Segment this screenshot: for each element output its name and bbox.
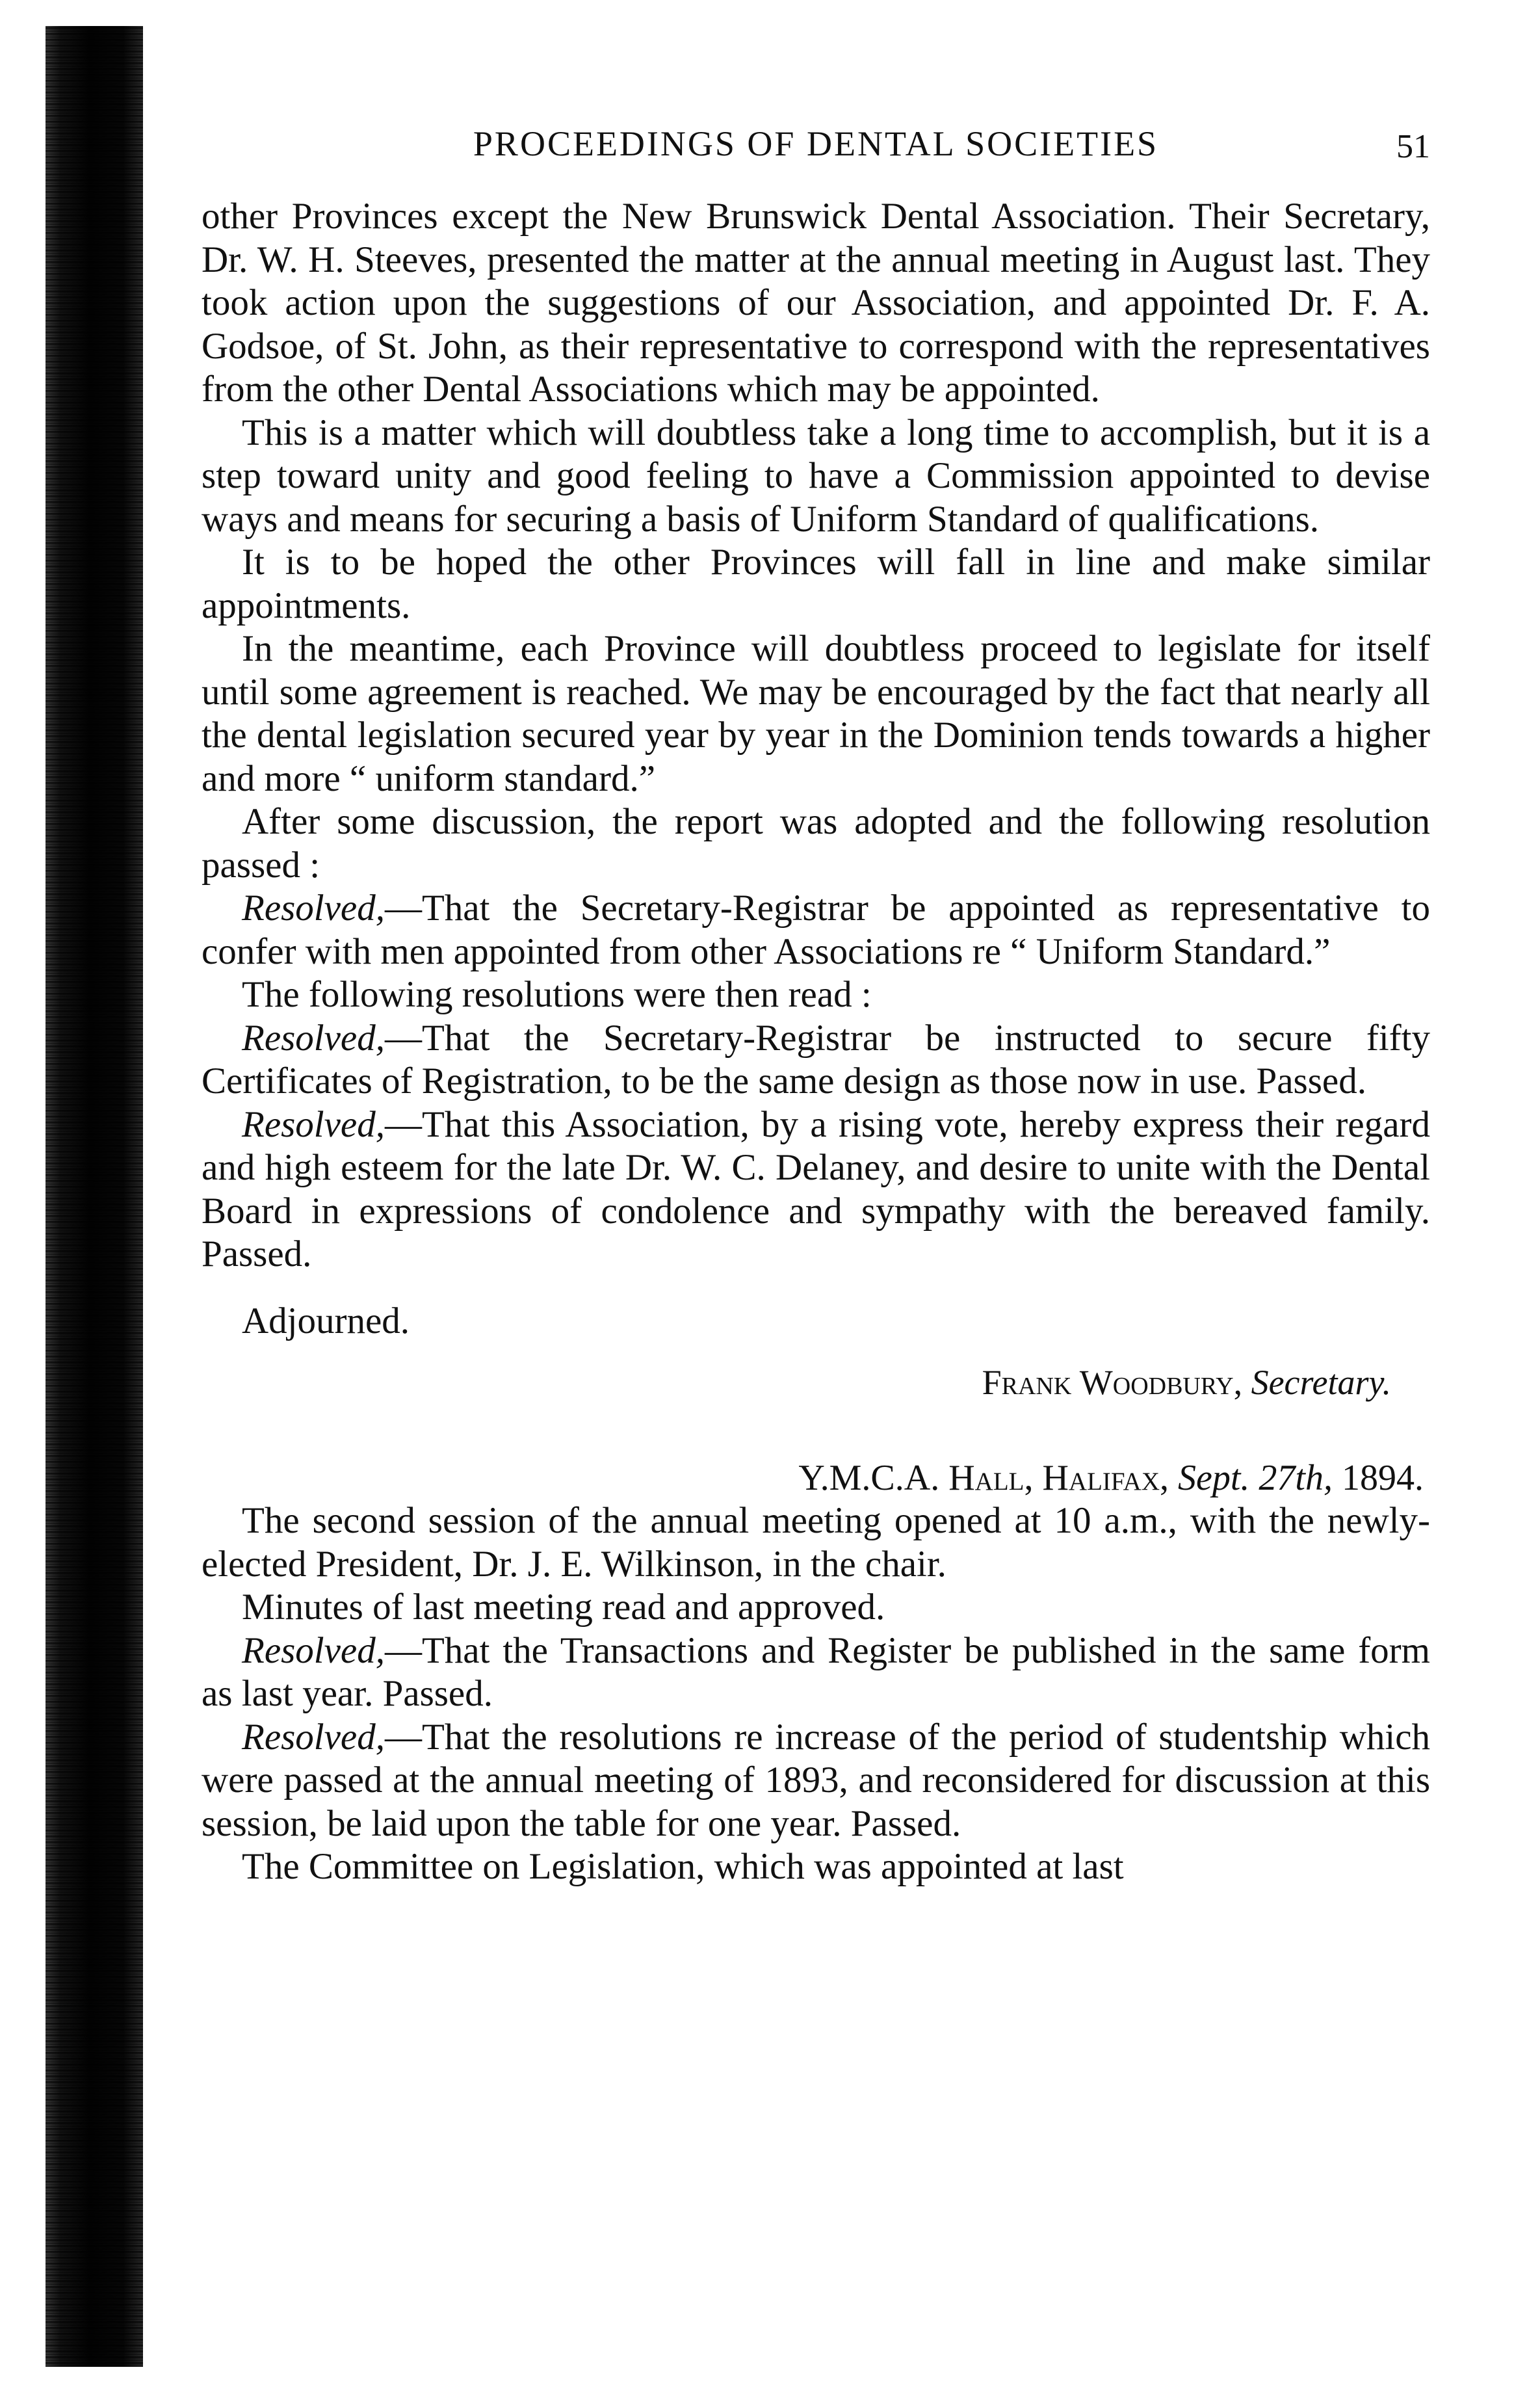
resolution-text: —That the Transactions and Register be published in the same form as last year. Passed. (202, 1629, 1430, 1714)
paragraph: The second session of the annual meeting opened at 10 a.m., with the newly-elected President, Dr. J. E. Wilkinson, in the chair. (202, 1500, 1430, 1585)
paragraph: The following resolutions were then read : (242, 974, 872, 1015)
resolution-text: —That the Secretary-Registrar be instructed to secure fifty Certificates of Registration, to be the same design as those now in use. Passed. (202, 1017, 1430, 1101)
resolved-label: Resolved, (242, 888, 385, 929)
book-binding-edge (46, 26, 143, 2367)
resolution-text: —That this Association, by a rising vote, hereby express their regard and high esteem for the late Dr. W. C. Delaney, and desire to unite with the Dental Board in expressions of condolence and sympathy with the bereaved family. Passed. (202, 1103, 1430, 1274)
paragraph: This is a matter which will doubtless take a long time to accomplish, but it is a step toward unity and good feeling to have a Commission appointed to devise ways and means for securing a basis of Uniform Standard of qualifications. (202, 412, 1430, 540)
dateline-date: Sept. 27th, (1178, 1457, 1333, 1498)
signature-name: Frank Woodbury, (982, 1363, 1243, 1402)
resolution-paragraph (202, 887, 1430, 973)
paragraph: Adjourned. (242, 1300, 410, 1341)
running-title: PROCEEDINGS OF DENTAL SOCIETIES (473, 124, 1159, 163)
resolved-label: Resolved, (242, 1629, 385, 1671)
paragraph: It is to be hoped the other Provinces will fall in line and make similar appointments. (202, 542, 1430, 626)
body-text (202, 195, 1430, 1889)
paragraph: After some discussion, the report was adopted and the following resolution passed : (202, 801, 1430, 886)
running-head (202, 124, 1430, 195)
resolution-text: —That the resolutions re increase of the period of studentship which were passed at the annual meeting of 1893, and reconsidered for discussion at this session, be laid upon the table for one year. Passed. (202, 1716, 1430, 1844)
resolved-label: Resolved, (242, 1103, 385, 1145)
resolution-text: —That the Secretary-Registrar be appointed as representative to confer with men appointed from other Associations re “ Uniform Standard.” (202, 888, 1430, 972)
signature-line (202, 1361, 1430, 1405)
resolution-paragraph (202, 1103, 1430, 1276)
resolution-paragraph (202, 1017, 1430, 1103)
page-number: 51 (1396, 128, 1430, 165)
document-page (202, 124, 1430, 1889)
resolution-paragraph (202, 1629, 1430, 1716)
paragraph: other Provinces except the New Brunswick Dental Association. Their Secretary, Dr. W. H. Steeves, presented the matter at the annual meeting in August last. They took action upon the suggestions of our Association, and appointed Dr. F. A. Godsoe, of St. John, as their representative to correspond with the representatives from the other Dental Associations which may be appointed. (202, 196, 1430, 410)
paragraph: The Committee on Legislation, which was appointed at last (242, 1846, 1124, 1887)
dateline-place: Y.M.C.A. Hall, Halifax, (798, 1457, 1169, 1498)
paragraph: In the meantime, each Province will doubtless proceed to legislate for itself until some agreement is reached. We may be encouraged by the fact that nearly all the dental legislation secured year by year in the Dominion tends towards a higher and more “ uniform standard.” (202, 628, 1430, 799)
resolved-label: Resolved, (242, 1017, 385, 1059)
resolution-paragraph (202, 1716, 1430, 1846)
signature-title: Secretary. (1251, 1363, 1391, 1402)
dateline (202, 1457, 1430, 1500)
dateline-year: 1894. (1342, 1457, 1424, 1498)
paragraph: Minutes of last meeting read and approved. (242, 1587, 885, 1628)
resolved-label: Resolved, (242, 1716, 385, 1758)
